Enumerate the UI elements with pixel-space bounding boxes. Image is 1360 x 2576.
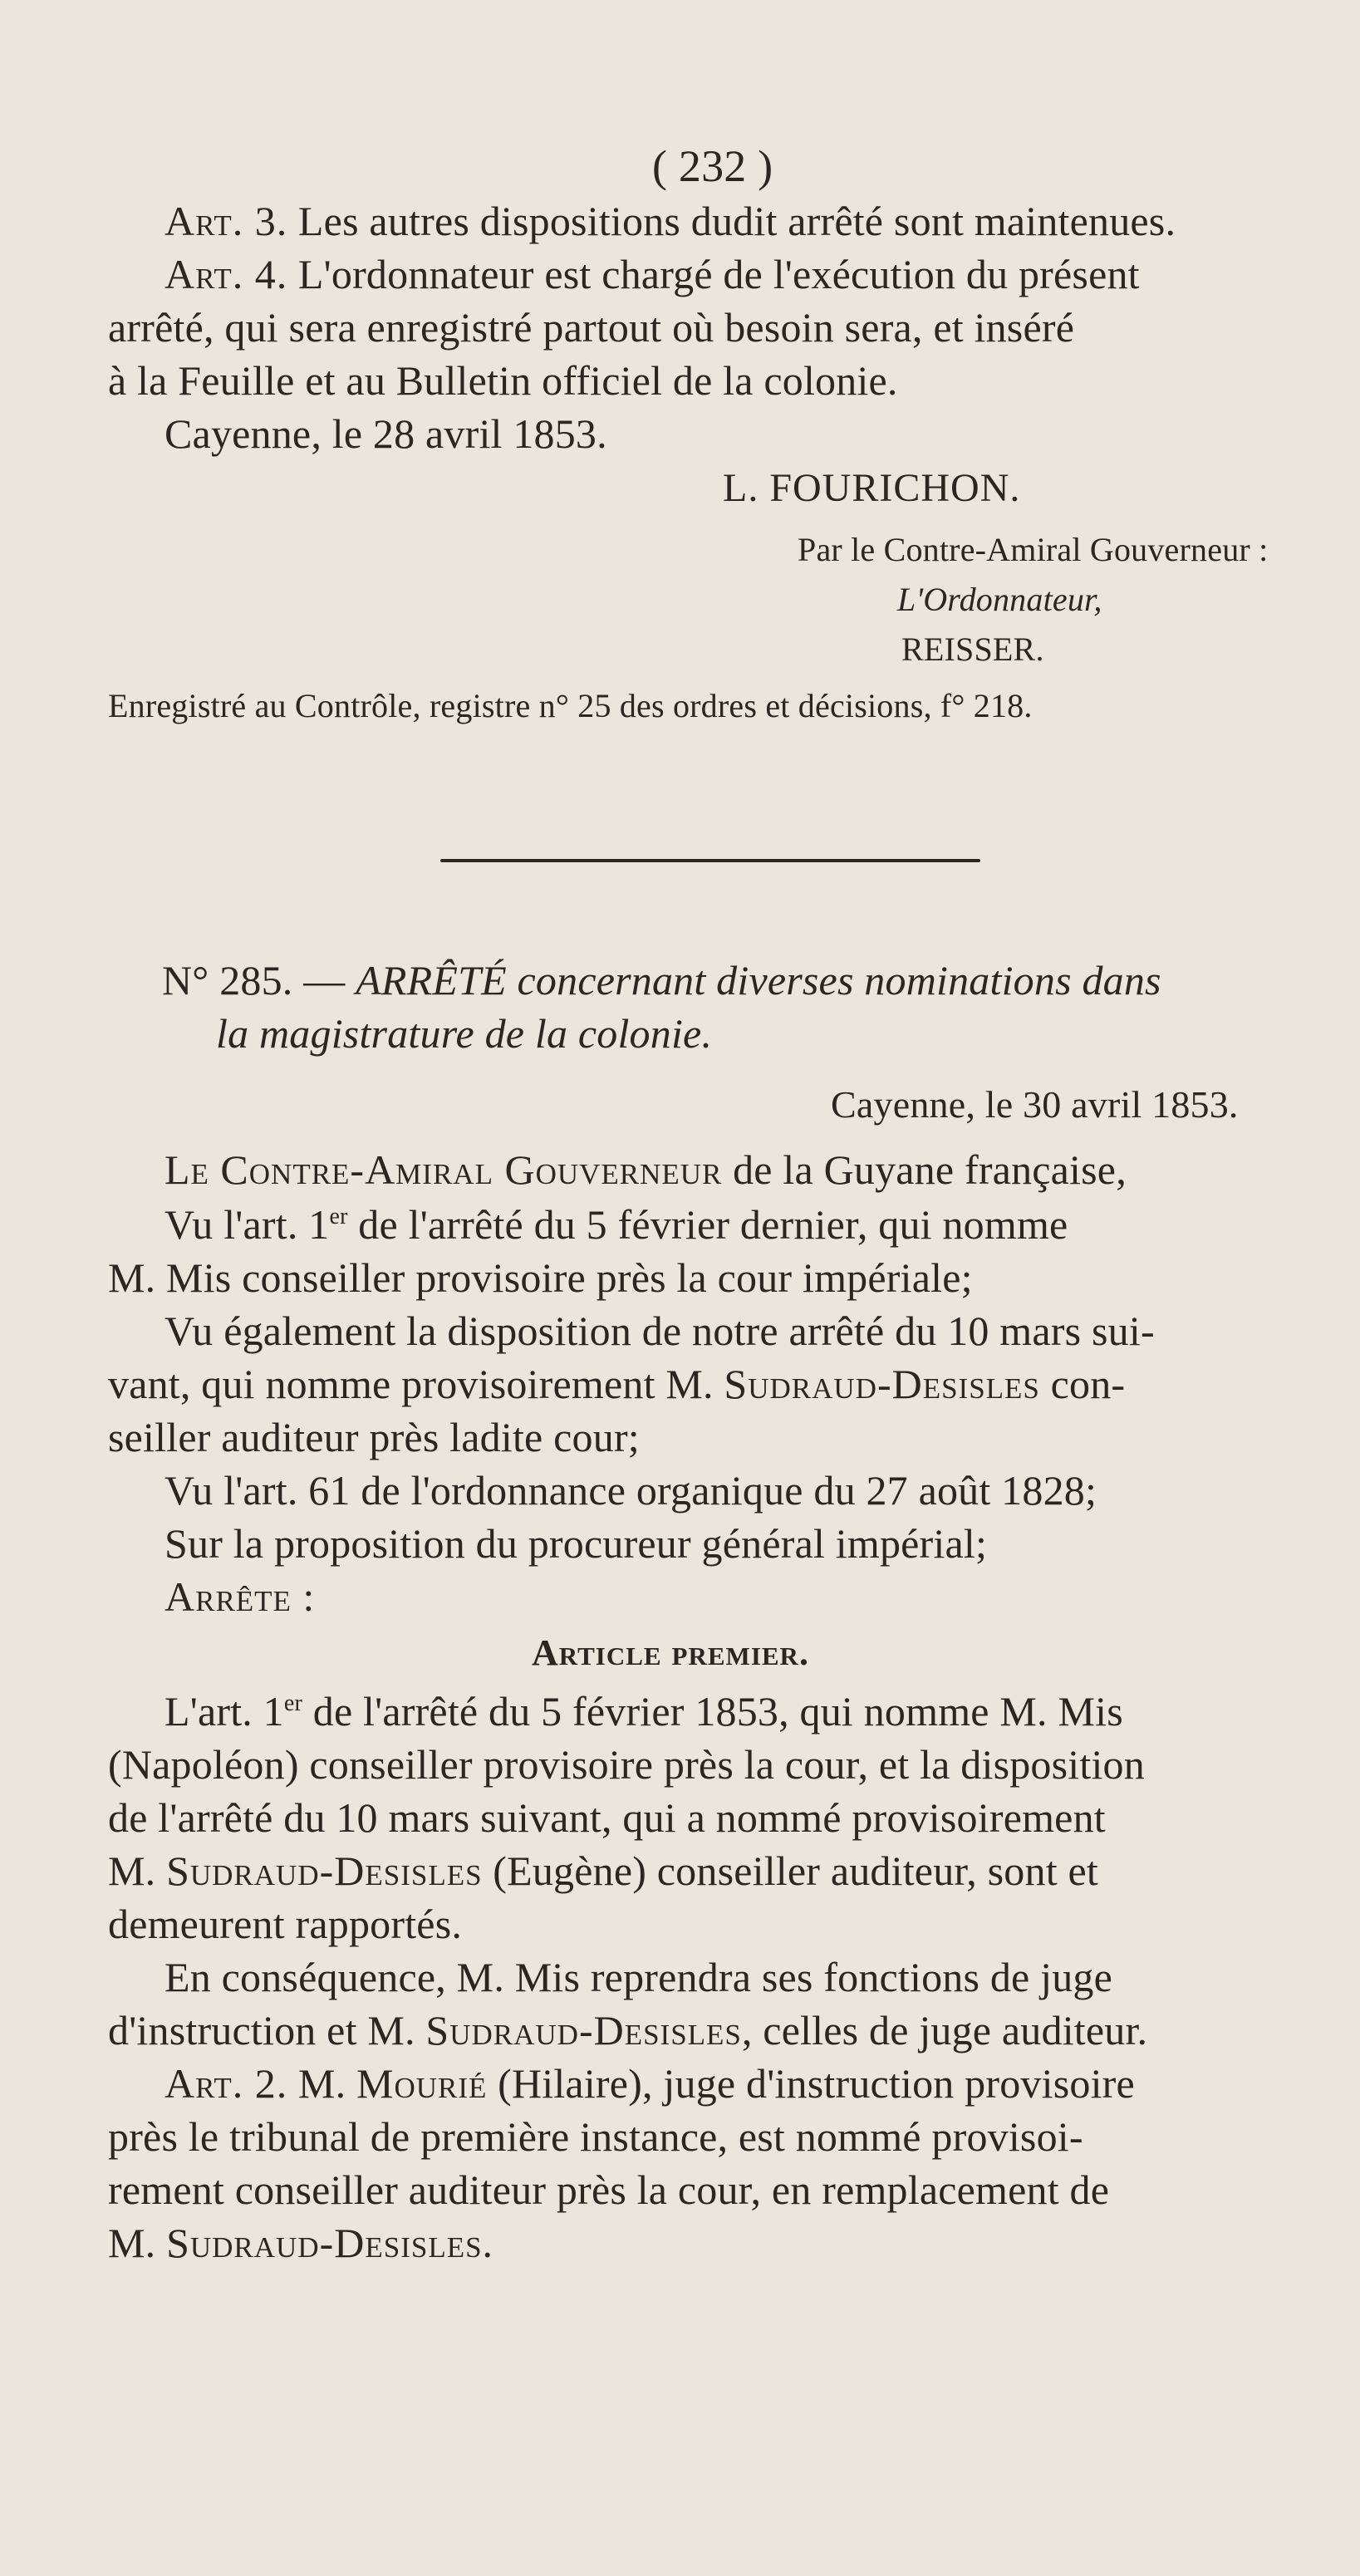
vu1-b: de l'arrêté du 5 février dernier, qui nomme — [347, 1201, 1068, 1248]
a1-line4 — [108, 1846, 1098, 1896]
a2-4b: . — [482, 2220, 493, 2266]
a1-line2: (Napoléon) conseiller provisoire près la cour, et la disposition — [108, 1741, 1145, 1788]
vu2-b: con- — [1039, 1361, 1126, 1407]
prev-ordonnateur-name: REISSER. — [901, 631, 1044, 668]
art3-text: Les autres dispositions dudit arrêté sont maintenues. — [287, 198, 1176, 244]
a1-line5: demeurent rapportés. — [108, 1901, 463, 1947]
vu1-sup: er — [329, 1204, 348, 1229]
decree-date: Cayenne, le 30 avril 1853. — [831, 1083, 1239, 1126]
decree-title-line1 — [162, 955, 1161, 1005]
a1-line1 — [164, 1686, 1123, 1736]
prev-art4-line1 — [164, 249, 1140, 299]
a1-4-name: Sudraud-Desisles — [166, 1847, 483, 1894]
prev-registration: Enregistré au Contrôle, registre n° 25 des ordres et décisions, f° 218. — [108, 687, 1033, 724]
vu2-line2 — [108, 1359, 1125, 1409]
a2-line2: près le tribunal de première instance, est nommé provisoi- — [108, 2113, 1083, 2160]
decree-title-line2: la magistrature de la colonie. — [216, 1010, 713, 1057]
a2-line1 — [164, 2058, 1135, 2108]
vu1-line2: M. Mis conseiller provisoire près la cour impériale; — [108, 1254, 973, 1301]
prev-signature: L. FOURICHON. — [723, 466, 1021, 510]
consequence-line2 — [108, 2005, 1147, 2055]
sur-line: Sur la proposition du procureur général impérial; — [164, 1520, 988, 1567]
vu3-line: Vu l'art. 61 de l'ordonnance organique du 27 août 1828; — [164, 1467, 1097, 1514]
a2-b: (Hilaire), juge d'instruction provisoire — [487, 2060, 1135, 2107]
vu1-a: Vu l'art. 1 — [164, 1201, 330, 1248]
a1-4a: M. — [108, 1847, 167, 1894]
a2-line3: rement conseiller auditeur près la cour, en remplacement de — [108, 2166, 1110, 2213]
arrete-label: Arrête : — [164, 1573, 316, 1620]
intro-authority: Le Contre-Amiral Gouverneur — [164, 1146, 723, 1193]
page-number: ( 232 ) — [652, 141, 773, 191]
intro-rest: de la Guyane française, — [722, 1146, 1127, 1193]
a2-line4 — [108, 2218, 493, 2268]
prev-art4-line3: à la Feuille et au Bulletin officiel de la colonie. — [108, 357, 898, 404]
a1-sup: er — [283, 1690, 303, 1716]
prev-place-date: Cayenne, le 28 avril 1853. — [164, 410, 607, 457]
a2-4-name: Sudraud-Desisles — [166, 2220, 483, 2266]
a1-line3: de l'arrêté du 10 mars suivant, qui a nommé provisoirement — [108, 1794, 1106, 1841]
section-divider — [440, 859, 980, 862]
vu2-line3: seiller auditeur près ladite cour; — [108, 1414, 640, 1460]
a2-a: M. — [287, 2060, 356, 2107]
vu1-line1 — [164, 1200, 1068, 1249]
prev-by-line: Par le Contre-Amiral Gouverneur : — [798, 531, 1269, 568]
a2-name: Mourié — [356, 2060, 488, 2107]
cons-a: d'instruction et M. — [108, 2007, 426, 2053]
a1-4b: (Eugène) conseiller auditeur, sont et — [482, 1847, 1098, 1894]
vu2-line1: Vu également la disposition de notre arrêté du 10 mars sui- — [164, 1308, 1155, 1354]
article-premier-heading: Article premier. — [532, 1632, 809, 1673]
cons-name: Sudraud-Desisles — [425, 2007, 742, 2053]
a2-4a: M. — [108, 2220, 167, 2266]
prev-ordonnateur: L'Ordonnateur, — [897, 581, 1102, 618]
a1-b: de l'arrêté du 5 février 1853, qui nomme M. Mis — [302, 1688, 1123, 1735]
decree-number: N° 285. — — [162, 957, 356, 1003]
art4-label: Art. 4. — [164, 251, 288, 297]
consequence-line1: En conséquence, M. Mis reprendra ses fonctions de juge — [164, 1954, 1113, 2000]
prev-art3 — [164, 196, 1176, 246]
art4-text: L'ordonnateur est chargé de l'exécution du présent — [287, 251, 1140, 297]
decree-intro — [164, 1145, 1127, 1195]
prev-art4-line2: arrêté, qui sera enregistré partout où besoin sera, et inséré — [108, 304, 1075, 351]
vu2-name: Sudraud-Desisles — [724, 1361, 1040, 1407]
a1-a: L'art. 1 — [164, 1688, 284, 1735]
cons-b: , celles de juge auditeur. — [741, 2007, 1148, 2053]
a2-label: Art. 2. — [164, 2060, 288, 2107]
vu2-a: vant, qui nomme provisoirement M. — [108, 1361, 724, 1407]
decree-title: ARRÊTÉ concernant diverses nominations dans — [356, 957, 1161, 1003]
art3-label: Art. 3. — [164, 198, 288, 244]
